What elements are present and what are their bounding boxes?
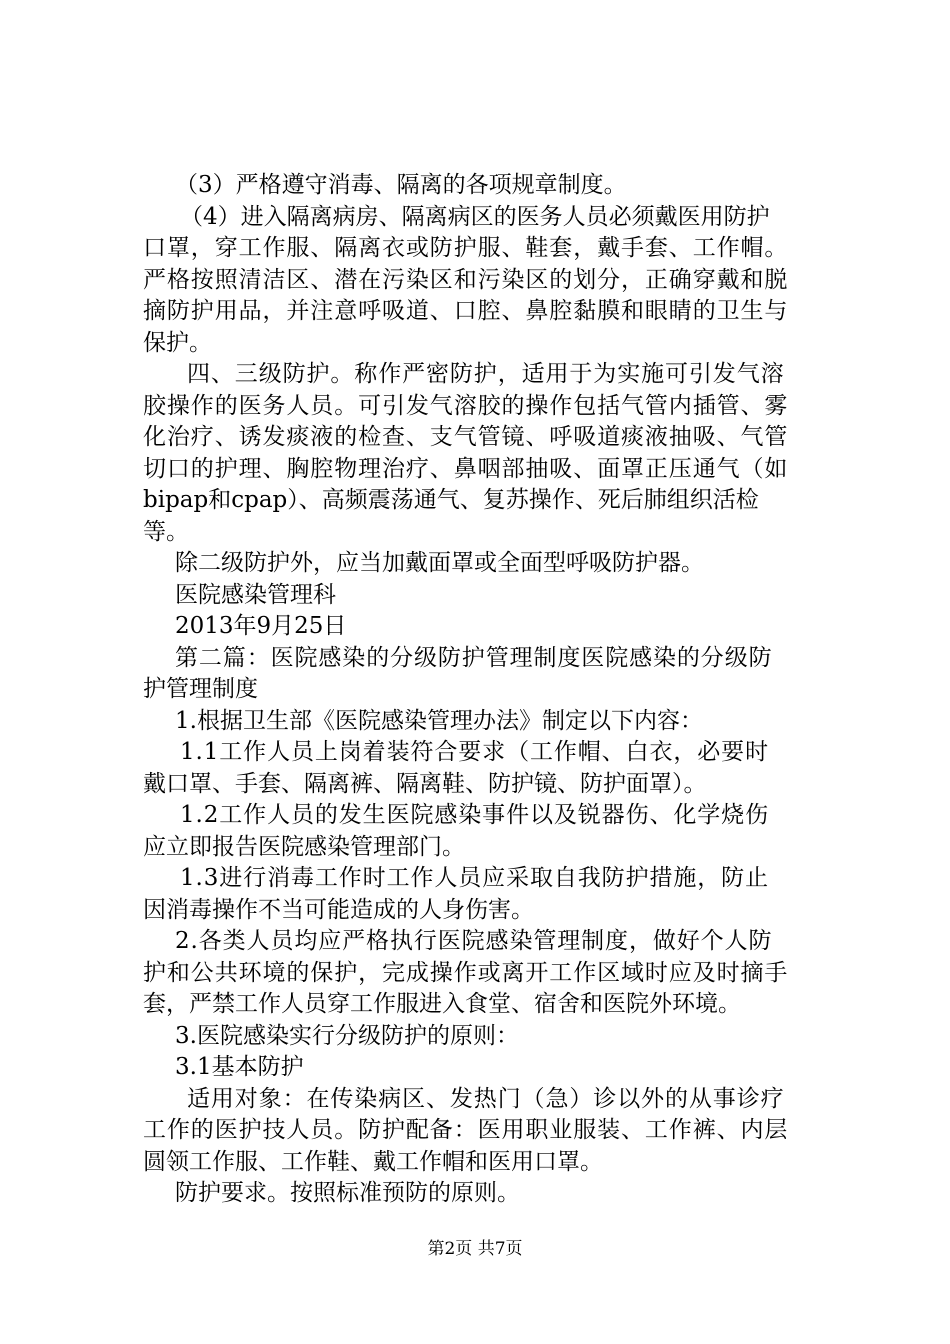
text-line: 防护要求。按照标准预防的原则。 — [175, 1180, 520, 1206]
text-line: 应立即报告医院感染管理部门。 — [143, 833, 465, 860]
text-line: 因消毒操作不当可能造成的人身伤害。 — [143, 896, 534, 923]
text-line: 口罩，穿工作服、隔离衣或防护服、鞋套，戴手套、工作帽。 — [143, 235, 789, 261]
text-line: （4）进入隔离病房、隔离病区的医务人员必须戴医用防护 — [180, 203, 770, 230]
document-body — [143, 170, 833, 1210]
text-line: 等。 — [143, 518, 189, 545]
text-line: 2013年9月25日 — [175, 613, 347, 639]
text-line: 四、三级防护。称作严密防护，适用于为实施可引发气溶 — [187, 361, 785, 387]
text-line: 摘防护用品，并注意呼吸道、口腔、鼻腔黏膜和眼睛的卫生与 — [143, 298, 789, 324]
text-line: 保护。 — [143, 329, 212, 356]
text-line: 1.1工作人员上岗着装符合要求（工作帽、白衣，必要时 — [180, 739, 769, 765]
text-line: 套，严禁工作人员穿工作服进入食堂、宿舍和医院外环境。 — [143, 991, 741, 1017]
text-line: 护和公共环境的保护，完成操作或离开工作区域时应及时摘手 — [143, 959, 789, 986]
text-line: 第二篇：医院感染的分级防护管理制度医院感染的分级防 — [175, 644, 773, 671]
text-line: 圆领工作服、工作鞋、戴工作帽和医用口罩。 — [143, 1148, 603, 1175]
text-line: 除二级防护外，应当加戴面罩或全面型呼吸防护器。 — [175, 550, 704, 576]
text-line: 1.3进行消毒工作时工作人员应采取自我防护措施，防止 — [180, 865, 769, 891]
page-number-footer: 第2页 共7页 — [427, 1239, 523, 1259]
text-line: 严格按照清洁区、潜在污染区和污染区的划分，正确穿戴和脱 — [143, 266, 789, 293]
text-line: 适用对象：在传染病区、发热门（急）诊以外的从事诊疗 — [187, 1085, 785, 1112]
text-line: 工作的医护技人员。防护配备：医用职业服装、工作裤、内层 — [143, 1117, 789, 1143]
text-line: 化治疗、诱发痰液的检查、支气管镜、呼吸道痰液抽吸、气管 — [143, 424, 789, 450]
text-line: 3.医院感染实行分级防护的原则： — [175, 1022, 519, 1049]
text-line: 1.2工作人员的发生医院感染事件以及锐器伤、化学烧伤 — [180, 802, 769, 828]
text-line: 胶操作的医务人员。可引发气溶胶的操作包括气管内插管、雾 — [143, 392, 789, 419]
text-line: bipap和cpap）、高频震荡通气、复苏操作、死后肺组织活检 — [143, 487, 759, 513]
text-line: 护管理制度 — [143, 676, 258, 702]
text-line: 1.根据卫生部《医院感染管理办法》制定以下内容： — [175, 707, 703, 734]
text-line: 戴口罩、手套、隔离裤、隔离鞋、防护镜、防护面罩）。 — [143, 770, 707, 797]
text-line: 2.各类人员均应严格执行医院感染管理制度，做好个人防 — [175, 928, 773, 954]
text-line: 医院感染管理科 — [175, 581, 336, 608]
text-line: （3）严格遵守消毒、隔离的各项规章制度。 — [175, 172, 627, 198]
text-line: 切口的护理、胸腔物理治疗、鼻咽部抽吸、面罩正压通气（如 — [143, 455, 789, 482]
text-line: 3.1基本防护 — [175, 1054, 304, 1080]
